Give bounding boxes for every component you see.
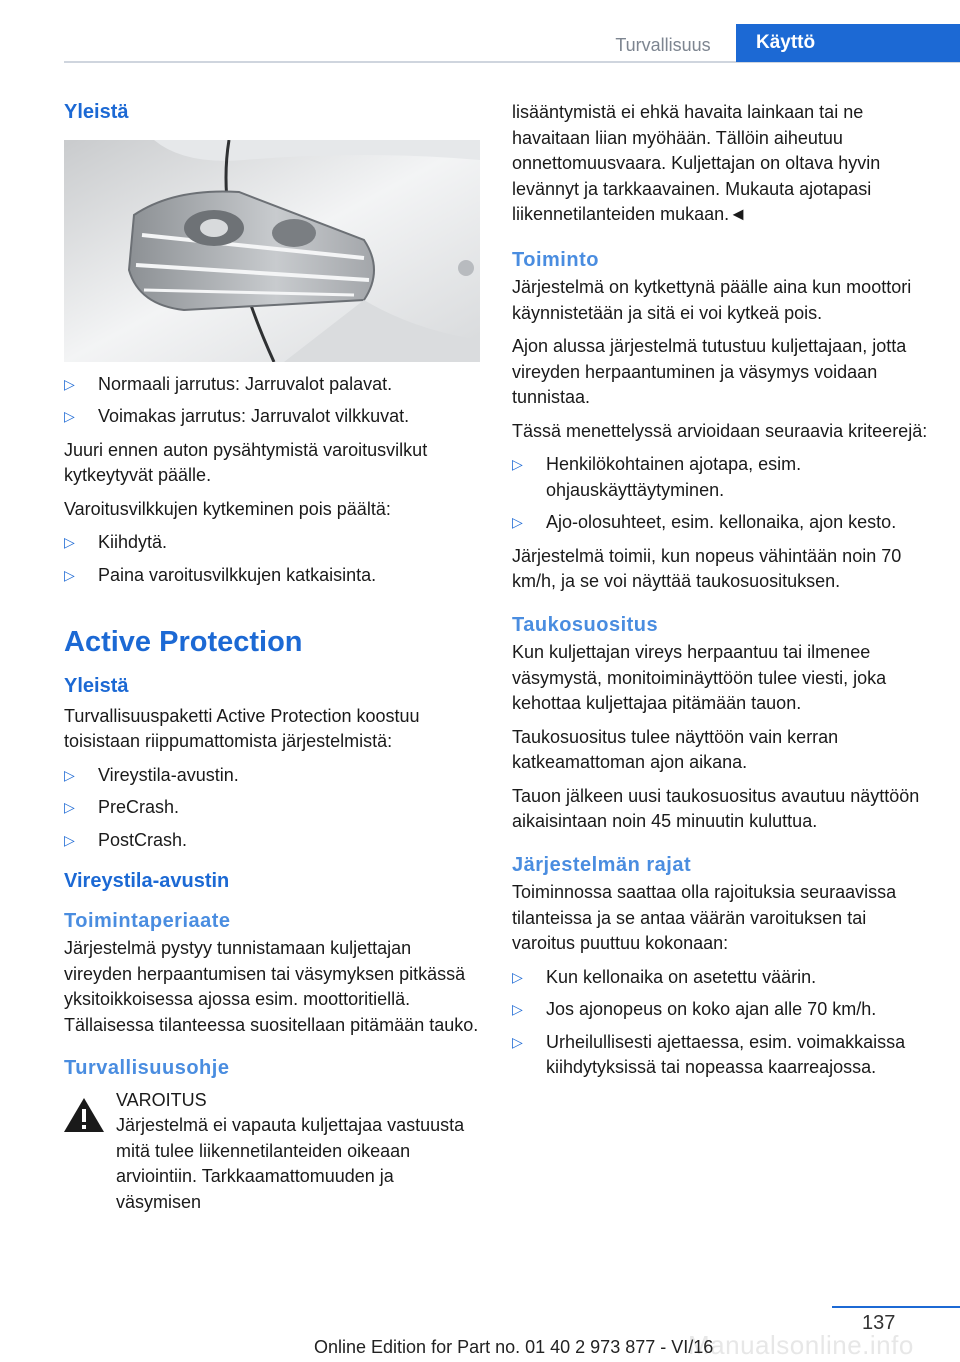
warning-text: Järjestelmä ei vapauta kuljettajaa vastuusta mitä tulee liikennetilanteiden oikeaan arviointiin. Tarkkaamattomuuden ja väsymisen (116, 1115, 465, 1212)
paragraph: Tässä menettelyssä arvioidaan seuraavia kriteerejä: (512, 420, 928, 441)
subheading-turvallisuusohje: Turvallisuusohje (64, 1057, 230, 1079)
bullet-triangle-icon: ▷ (64, 566, 75, 583)
chapter-tab[interactable]: Käyttö (736, 24, 960, 62)
warning-icon (62, 1096, 106, 1134)
footer-rule (832, 1306, 960, 1308)
list-item: ▷ Jos ajonopeus on koko ajan alle 70 km/h. (512, 997, 928, 1023)
list-item: ▷ Kun kellonaika on asetettu väärin. (512, 965, 928, 991)
paragraph: Taukosuositus tulee näyttöön vain kerran katkeamattoman ajon aikana. (512, 726, 839, 772)
paragraph: Ajon alussa järjestelmä tutustuu kuljettajaan, jotta vireyden herpaantuminen ja väsymys voidaan tunnistaa. (512, 336, 907, 407)
bullet-triangle-icon: ▷ (512, 968, 523, 985)
footer-edition: Online Edition for Part no. 01 40 2 973 877 - VI/16 (314, 1337, 714, 1357)
hazard-bullet-list (64, 530, 480, 588)
left-column (64, 100, 480, 1215)
warning-box (64, 1088, 480, 1216)
list-item: ▷ Normaali jarrutus: Jarruvalot palavat. (64, 372, 480, 398)
subheading-toimintaperiaate: Toimintaperiaate (64, 909, 231, 932)
paragraph: Varoitusvilkkujen kytkeminen pois päältä: (64, 498, 391, 519)
section-title: Active Protection (64, 626, 303, 658)
limits-bullet-list (512, 965, 928, 1081)
heading-general-2: Yleistä (64, 675, 129, 697)
paragraph: Järjestelmä pystyy tunnistamaan kuljettajan vireyden herpaantumisen tai väsymyksen pitkässä yksitoikkoisessa ajossa esim. moottoritiellä. Tällaisessa tilanteessa suositellaan pitämään tauko. (64, 938, 479, 1035)
bullet-triangle-icon: ▷ (512, 1033, 523, 1050)
bullet-triangle-icon: ▷ (512, 514, 523, 530)
list-item: ▷ Urheilullisesti ajettaessa, esim. voimakkaissa kiihdytyksissä tai nopeassa kaarreajossa. (512, 1031, 906, 1077)
paragraph: Kun kuljettajan vireys herpaantuu tai ilmenee väsymystä, monitoiminäyttöön tulee viesti, joka kehottaa kuljettajaa pitämään tauon. (512, 642, 887, 713)
heading-vireystila: Vireystila-avustin (64, 870, 230, 892)
list-item: ▷ Voimakas jarrutus: Jarruvalot vilkkuvat. (64, 404, 480, 430)
car-rear-light-image (64, 140, 480, 362)
bullet-triangle-icon: ▷ (512, 1001, 523, 1017)
paragraph: Toiminnossa saattaa olla rajoituksia seuraavissa tilanteissa ja se antaa väärän varoituksen tai varoitus puuttuu kokonaan: (512, 882, 897, 953)
bullet-triangle-icon: ▷ (64, 831, 75, 848)
paragraph: Tauon jälkeen uusi taukosuositus avautuu näyttöön aikaisintaan noin 45 minuutin kuluttua. (512, 785, 920, 831)
warning-title: VAROITUS (116, 1089, 207, 1110)
heading-general: Yleistä (64, 101, 129, 123)
paragraph: lisääntymistä ei ehkä havaita lainkaan tai ne havaitaan liian myöhään. Tällöin aiheutuu onnettomuusvaara. Kuljettajan on oltava hyvin levännyt ja tarkkaavainen. Mukauta ajotapasi liikennetilanteiden mukaan.◄ (512, 102, 881, 224)
bullet-triangle-icon: ▷ (64, 375, 75, 392)
bullet-triangle-icon: ▷ (64, 799, 75, 815)
list-item: ▷ PreCrash. (64, 795, 480, 821)
bullet-triangle-icon: ▷ (64, 534, 75, 550)
list-item: ▷ Vireystila-avustin. (64, 763, 480, 789)
bullet-triangle-icon: ▷ (64, 766, 75, 783)
page-number: 137 (862, 1312, 896, 1334)
right-column (512, 100, 928, 1089)
paragraph: Juuri ennen auton pysähtymistä varoitusvilkut kytkeytyvät päälle. (64, 439, 428, 485)
bullet-triangle-icon: ▷ (512, 456, 523, 472)
subheading-toiminto: Toiminto (512, 248, 599, 271)
list-item: ▷ Paina varoitusvilkkujen katkaisinta. (64, 563, 480, 589)
subheading-taukosuositus: Taukosuositus (512, 613, 659, 636)
list-item: ▷ Ajo-olosuhteet, esim. kellonaika, ajon kesto. (512, 510, 928, 536)
list-item: ▷ Henkilökohtainen ajotapa, esim. ohjauskäyttäytyminen. (512, 454, 802, 500)
systems-bullet-list (64, 763, 480, 854)
paragraph: Turvallisuuspaketti Active Protection koostuu toisistaan riippumattomista järjestelmistä: (64, 705, 420, 751)
list-item: ▷ PostCrash. (64, 828, 480, 854)
paragraph: Järjestelmä toimii, kun nopeus vähintään noin 70 km/h, ja se voi näyttää taukosuosituksen. (512, 545, 902, 591)
bullet-triangle-icon: ▷ (64, 408, 75, 424)
brake-bullet-list (64, 372, 480, 430)
watermark: Manualsonline.info (688, 1330, 914, 1360)
criteria-bullet-list (512, 452, 928, 536)
paragraph: Järjestelmä on kytkettynä päälle aina kun moottori käynnistetään ja sitä ei voi kytkeä pois. (512, 277, 912, 323)
list-item: ▷ Kiihdytä. (64, 530, 480, 556)
section-tab[interactable]: Turvallisuus (615, 35, 711, 55)
subheading-rajat: Järjestelmän rajat (512, 853, 692, 876)
